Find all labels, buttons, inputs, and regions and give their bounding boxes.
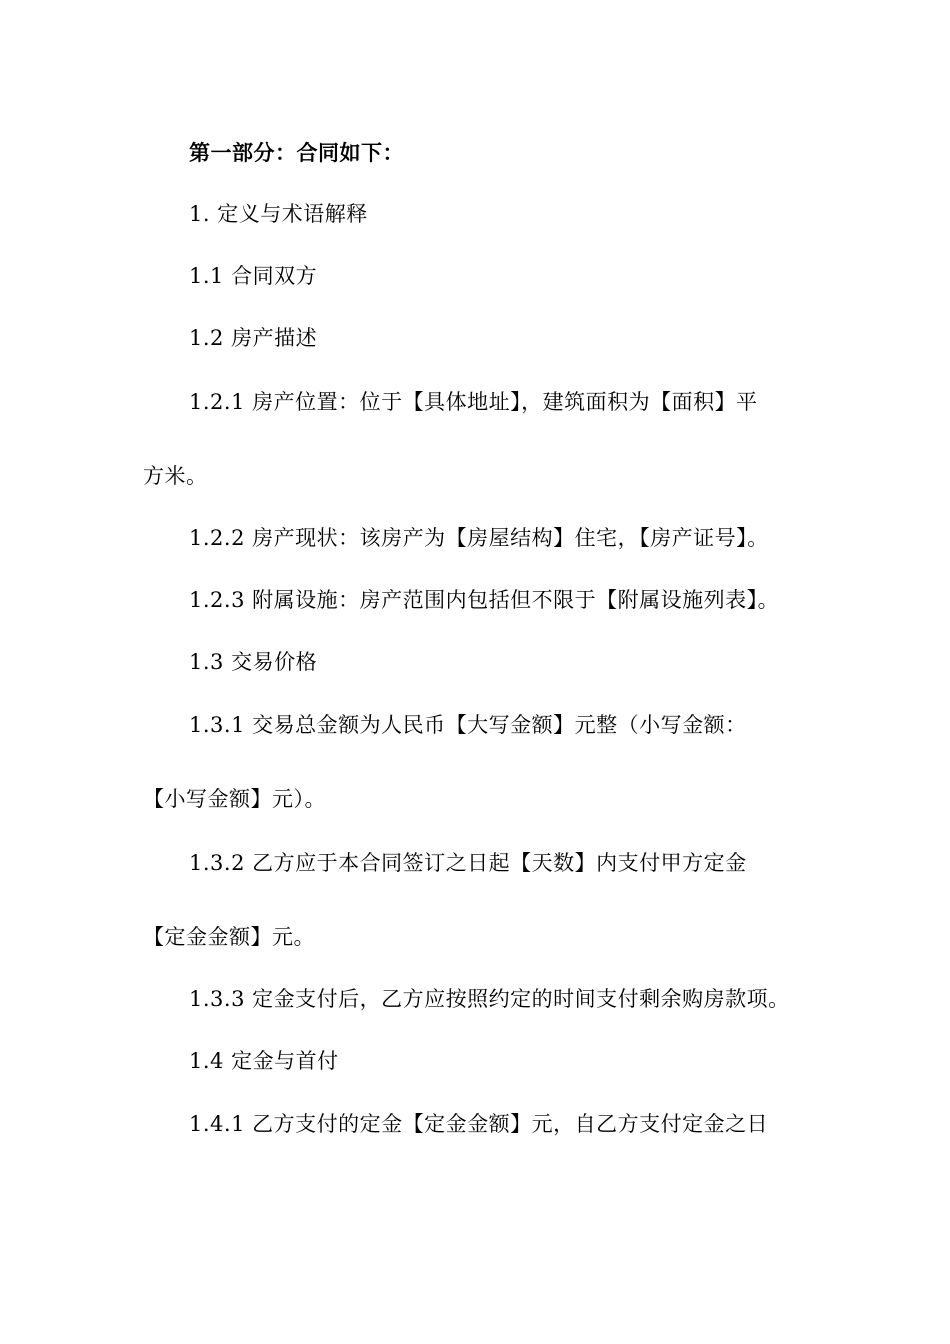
clause-1: 1. 定义与术语解释 bbox=[189, 202, 368, 226]
clause-1-3-1-continued: 【小写金额】元）。 bbox=[143, 787, 326, 811]
clause-1-2-2: 1.2.2 房产现状：该房产为【房屋结构】住宅，【房产证号】。 bbox=[189, 526, 769, 550]
clause-1-3-3: 1.3.3 定金支付后，乙方应按照约定的时间支付剩余购房款项。 bbox=[189, 987, 790, 1011]
clause-1-3-2-continued: 【定金金额】元。 bbox=[143, 925, 315, 949]
clause-1-3-1: 1.3.1 交易总金额为人民币【大写金额】元整（小写金额： bbox=[189, 713, 747, 737]
clause-1-2-3: 1.2.3 附属设施：房产范围内包括但不限于【附属设施列表】。 bbox=[189, 588, 780, 612]
clause-1-3: 1.3 交易价格 bbox=[189, 650, 318, 674]
clause-1-3-2: 1.3.2 乙方应于本合同签订之日起【天数】内支付甲方定金 bbox=[189, 851, 747, 875]
clause-1-2: 1.2 房产描述 bbox=[189, 326, 318, 350]
clause-1-4: 1.4 定金与首付 bbox=[189, 1049, 339, 1073]
clause-1-4-1: 1.4.1 乙方支付的定金【定金金额】元，自乙方支付定金之日 bbox=[189, 1112, 769, 1136]
clause-1-2-1-continued: 方米。 bbox=[143, 464, 208, 488]
section-heading: 第一部分：合同如下： bbox=[189, 140, 404, 165]
clause-1-2-1: 1.2.1 房产位置：位于【具体地址】，建筑面积为【面积】平 bbox=[189, 390, 758, 414]
clause-1-1: 1.1 合同双方 bbox=[189, 264, 318, 288]
